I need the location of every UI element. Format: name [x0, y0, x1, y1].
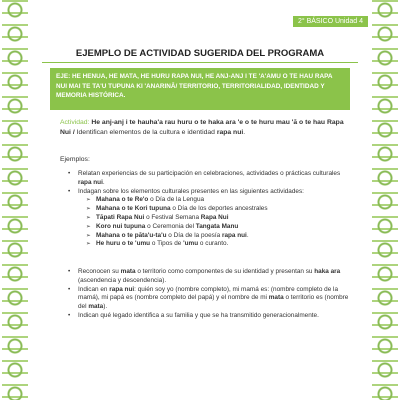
examples-label: Ejemplos:	[60, 156, 90, 163]
item-text: Reconocen su	[78, 268, 121, 275]
sub-text: o Tipos de	[150, 240, 184, 248]
item-bold: mata	[88, 303, 104, 311]
sublist-item	[86, 240, 350, 249]
sub-bold: Koro nui tupuna	[96, 222, 146, 230]
item-bold: mata	[268, 294, 284, 302]
sub-bold: Tāpati Rapa Nui	[96, 213, 145, 221]
sub-bold-2: Tangata Manu	[195, 222, 239, 230]
sub-text: o Día de la poesía	[166, 231, 222, 239]
activity-spanish-text: Identifican elementos de la cultura e identidad	[76, 128, 217, 136]
sub-bold-2: Rapa Nui	[200, 213, 229, 221]
item-bold: rapa nui	[109, 285, 135, 293]
activity-spanish-bold: rapa nui	[216, 128, 244, 136]
sub-text: o Día de la Lengua	[148, 196, 205, 204]
list-item	[60, 286, 350, 312]
activity-label: Actividad:	[60, 119, 90, 126]
axis-banner: EJE: HE HENUA, HE MATA, HE HURU RAPA NUI, HE ANJ-ANJ I TE 'A'AMU O TE HAU RAPA NUI MAI TE TA'U TUPUNA KI 'ANARINĀ/ TERRITORIO, TERRITORIALIDAD, IDENTIDAD Y MEMORIA HISTÓRICA.	[50, 68, 350, 110]
item-bold: haka ara	[314, 268, 341, 275]
item-bold: mata	[120, 268, 136, 275]
sublist-item	[86, 232, 350, 241]
title-divider	[42, 62, 358, 63]
item-text: o territorio es (nombre del	[78, 294, 349, 311]
sub-text: o Día de los deportes ancestrales	[170, 205, 268, 213]
activity-period: .	[243, 128, 246, 136]
list-item	[60, 268, 350, 286]
left-decorative-border	[2, 0, 28, 400]
sub-end: o curanto.	[198, 240, 229, 248]
item-text: Indican en	[78, 285, 110, 293]
right-decorative-border	[372, 0, 398, 400]
sub-bold-2: 'umu	[183, 240, 199, 248]
item-text: Relatan experiencias de su participación en celebraciones, actividades o prácticas culturales	[78, 170, 341, 177]
examples-list-2	[60, 268, 350, 321]
sublist-item	[86, 223, 350, 232]
activity-paragraph	[60, 118, 350, 137]
activity-rapanui-text: He anj-anj i te hauha'a rau huru o te haka ara 'e o te huru mau 'ā o te hau Rapa Nui /	[60, 119, 344, 136]
sub-text: o Ceremonia del	[145, 222, 196, 230]
item-text: Indican qué legado identifica a su familia y que se ha transmitido generacionalmente.	[78, 311, 319, 319]
sub-end: .	[246, 231, 249, 239]
item-text-end: .	[102, 178, 105, 186]
item-text: (ascendencia y descendencia).	[78, 276, 167, 284]
sub-bold: Mahana o te Re'o	[96, 196, 149, 204]
item-text: o territorio como componentes de su identidad y presentan su	[135, 268, 315, 275]
item-bold: rapa nui	[78, 178, 103, 186]
list-item	[60, 188, 350, 250]
page-title: EJEMPLO DE ACTIVIDAD SUGERIDA DEL PROGRAMA	[75, 48, 325, 59]
list-item	[60, 312, 350, 321]
sub-bold: He huru o te 'umu	[96, 240, 151, 248]
list-item	[60, 170, 350, 188]
activities-sublist	[78, 196, 350, 249]
item-text: Indagan sobre los elementos culturales presentes en las siguientes actividades:	[78, 187, 304, 195]
sublist-item	[86, 214, 350, 223]
sub-text: o Festival Semana	[144, 213, 201, 221]
grade-unit-badge: 2° BÁSICO Unidad 4	[293, 16, 368, 27]
item-text: ).	[103, 303, 108, 311]
item-text: : quién soy yo (nombre completo), mi mamá es: (nombre completo de la mamá), mi papá es (nombre completo del papá) y el nombre de mi	[78, 285, 339, 302]
examples-list-1	[60, 170, 350, 249]
sub-bold: Mahana o te pāta'u-ta'u	[96, 231, 167, 239]
sub-bold: Mahana o te Kori tupuna	[96, 205, 171, 213]
sub-bold-2: rapa nui	[221, 231, 247, 239]
sublist-item	[86, 196, 350, 205]
sublist-item	[86, 205, 350, 214]
